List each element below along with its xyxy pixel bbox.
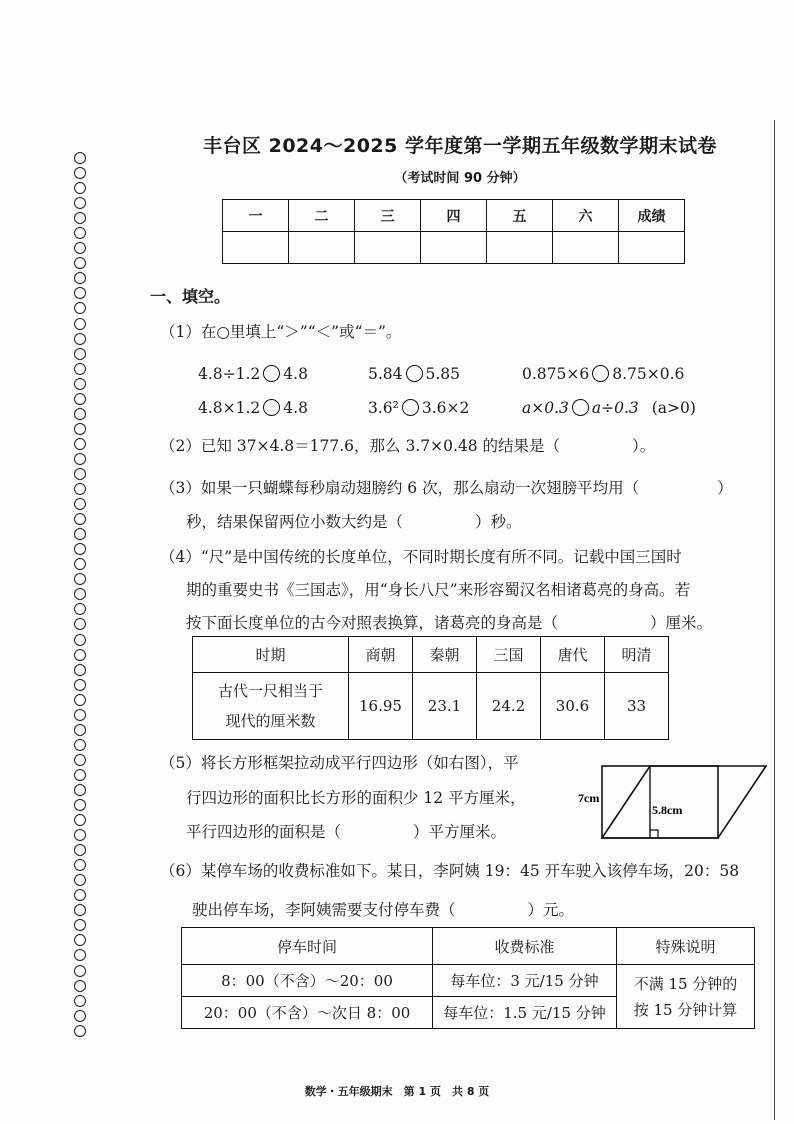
binding-hole	[74, 468, 86, 480]
table-cell: 23.1	[413, 673, 477, 740]
score-header-cell: 一	[223, 200, 289, 232]
table-header-cell: 时期	[193, 637, 349, 673]
binding-hole	[74, 679, 86, 691]
binding-hole	[74, 573, 86, 585]
table-cell: 16.95	[349, 673, 413, 740]
binding-hole	[74, 1025, 86, 1037]
q1-left: 0.875×6	[522, 365, 590, 383]
page-edge-line	[774, 120, 775, 1120]
row-label-line: 现代的厘米数	[225, 712, 316, 730]
binding-hole	[74, 634, 86, 646]
binding-hole	[74, 363, 86, 375]
height-label: 5.8cm	[652, 803, 683, 817]
q1-item	[522, 365, 684, 383]
score-cell[interactable]	[223, 232, 289, 264]
score-header-cell: 成绩	[619, 200, 685, 232]
q6-text: 驶出停车场，李阿姨需要支付停车费（	[192, 901, 456, 919]
q1-left: a×0.3	[522, 399, 569, 417]
table-cell: 30.6	[541, 673, 605, 740]
q5-line2: 行四边形的面积比长方形的面积少 12 平方厘米，	[186, 789, 526, 807]
binding-hole	[74, 408, 86, 420]
q4-line1: （4）“尺”是中国传统的长度单位，不同时期长度有所不同。记载中国三国时	[160, 548, 682, 566]
binding-hole	[74, 874, 86, 886]
q6-line1: （6）某停车场的收费标准如下。某日，李阿姨 19：45 开车驶入该停车场，20：58	[160, 862, 740, 880]
binding-hole	[74, 212, 86, 224]
q2-line	[160, 434, 655, 456]
binding-hole	[74, 859, 86, 871]
binding-hole	[74, 393, 86, 405]
q3-text-end: ）秒。	[475, 513, 522, 531]
q3-text-end: ）	[717, 479, 733, 497]
side-label: 7cm	[578, 791, 600, 805]
page-footer: 数学・五年级期末 第 1 页 共 8 页	[304, 1085, 490, 1098]
binding-hole	[74, 980, 86, 992]
q1-right: 5.85	[425, 365, 461, 383]
binding-hole	[74, 829, 86, 841]
binding-hole	[74, 152, 86, 164]
q1-left: 4.8×1.2	[198, 399, 261, 417]
table-cell: 20：00（不含）～次日 8：00	[182, 997, 433, 1029]
binding-hole	[74, 588, 86, 600]
compare-circle[interactable]	[572, 399, 589, 416]
compare-circle[interactable]	[592, 365, 609, 382]
q2-text: （2）已知 37×4.8＝177.6，那么 3.7×0.48 的结果是（	[160, 437, 561, 455]
compare-circle[interactable]	[406, 365, 423, 382]
binding-hole	[74, 844, 86, 856]
table-cell: 33	[605, 673, 669, 740]
score-cell[interactable]	[289, 232, 355, 264]
binding-hole	[74, 167, 86, 179]
compare-circle[interactable]	[263, 365, 280, 382]
parking-fee-table	[181, 927, 755, 1029]
binding-hole	[74, 318, 86, 330]
q1-item	[368, 399, 469, 417]
binding-hole	[74, 483, 86, 495]
q1-left: 5.84	[368, 365, 403, 383]
binding-hole	[74, 814, 86, 826]
table-row	[182, 965, 755, 997]
score-header-row	[223, 200, 685, 232]
section-heading: 一、填空。	[150, 287, 231, 306]
note-line: 不满 15 分钟的	[633, 974, 738, 993]
q6-text-end: ）元。	[527, 901, 575, 919]
q1-prompt: （1）在○里填上“＞”“＜”或“＝”。	[160, 323, 402, 341]
row-label	[193, 673, 349, 740]
score-cell[interactable]	[553, 232, 619, 264]
q1-item	[368, 365, 460, 383]
table-header-row	[182, 928, 755, 965]
q4-text: 按下面长度单位的古今对照表换算，诸葛亮的身高是（	[186, 614, 559, 632]
table-cell: 24.2	[477, 673, 541, 740]
binding-hole	[74, 182, 86, 194]
score-header-cell: 二	[289, 200, 355, 232]
score-blank-row	[223, 232, 685, 264]
q5-text-end: ）平方厘米。	[413, 823, 507, 841]
binding-hole	[74, 739, 86, 751]
score-table	[222, 199, 685, 264]
table-row	[193, 673, 669, 740]
binding-hole	[74, 649, 86, 661]
binding-hole	[74, 348, 86, 360]
binding-hole	[74, 528, 86, 540]
score-cell[interactable]	[487, 232, 553, 264]
table-header-cell: 收费标准	[433, 928, 617, 965]
binding-hole	[74, 769, 86, 781]
binding-hole	[74, 724, 86, 736]
rectangle-outline	[602, 766, 718, 838]
q4-line2: 期的重要史书《三国志》，用“身长八尺”来形容蜀汉名相诸葛亮的身高。若	[186, 581, 691, 599]
binding-hole	[74, 227, 86, 239]
right-angle-mark	[650, 830, 658, 838]
special-note-cell	[617, 965, 755, 1029]
binding-hole	[74, 784, 86, 796]
compare-circle[interactable]	[402, 399, 419, 416]
binding-holes	[74, 152, 92, 1040]
binding-hole	[74, 618, 86, 630]
binding-hole	[74, 934, 86, 946]
table-header-cell: 唐代	[541, 637, 605, 673]
table-header-row	[193, 637, 669, 673]
q3-text: （3）如果一只蝴蝶每秒扇动翅膀约 6 次，那么扇动一次翅膀平均用（	[160, 479, 640, 497]
binding-hole	[74, 919, 86, 931]
binding-hole	[74, 1010, 86, 1022]
compare-circle[interactable]	[263, 399, 280, 416]
table-header-cell: 三国	[477, 637, 541, 673]
q5-text: 平行四边形的面积是（	[186, 823, 342, 841]
q4-line3	[186, 611, 712, 633]
q1-item	[198, 365, 308, 383]
dynasty-length-table	[192, 636, 669, 740]
table-cell: 每车位：1.5 元/15 分钟	[433, 997, 617, 1029]
binding-hole	[74, 513, 86, 525]
binding-hole	[74, 272, 86, 284]
table-header-cell: 停车时间	[182, 928, 433, 965]
binding-hole	[74, 242, 86, 254]
table-cell: 8：00（不含）～20：00	[182, 965, 433, 997]
binding-hole	[74, 558, 86, 570]
binding-hole	[74, 438, 86, 450]
table-header-cell: 明清	[605, 637, 669, 673]
binding-hole	[74, 543, 86, 555]
score-header-cell: 三	[355, 200, 421, 232]
score-cell[interactable]	[421, 232, 487, 264]
q5-line3	[186, 820, 506, 842]
exam-title: 丰台区 2024～2025 学年度第一学期五年级数学期末试卷	[203, 135, 717, 157]
binding-hole	[74, 257, 86, 269]
binding-hole	[74, 197, 86, 209]
rectangle-parallelogram-figure	[578, 762, 768, 844]
q1-left: 3.6²	[368, 399, 399, 417]
q1-right: 3.6×2	[421, 399, 470, 417]
score-header-cell: 五	[487, 200, 553, 232]
binding-hole	[74, 889, 86, 901]
table-header-cell: 秦朝	[413, 637, 477, 673]
table-cell: 每车位：3 元/15 分钟	[433, 965, 617, 997]
binding-hole	[74, 302, 86, 314]
binding-hole	[74, 799, 86, 811]
q1-item	[522, 399, 696, 417]
score-header-cell: 四	[421, 200, 487, 232]
binding-hole	[74, 965, 86, 977]
score-header-cell: 六	[553, 200, 619, 232]
binding-hole	[74, 498, 86, 510]
binding-hole	[74, 949, 86, 961]
q1-note: (a>0)	[651, 399, 696, 417]
binding-hole	[74, 694, 86, 706]
binding-hole	[74, 423, 86, 435]
exam-duration: （考试时间 90 分钟）	[394, 171, 526, 186]
note-line: 按 15 分钟计算	[633, 1000, 738, 1019]
q1-right: 4.8	[283, 365, 308, 383]
score-cell[interactable]	[355, 232, 421, 264]
q1-right: 4.8	[283, 399, 308, 417]
binding-hole	[74, 453, 86, 465]
q5-line1: （5）将长方形框架拉动成平行四边形（如右图），平	[160, 754, 519, 772]
binding-hole	[74, 709, 86, 721]
q3-line2	[186, 510, 522, 532]
row-label-line: 古代一尺相当于	[217, 682, 323, 700]
score-cell[interactable]	[619, 232, 685, 264]
table-header-cell: 特殊说明	[617, 928, 755, 965]
binding-hole	[74, 287, 86, 299]
binding-hole	[74, 333, 86, 345]
q1-left: 4.8÷1.2	[198, 365, 261, 383]
q1-right: a÷0.3	[591, 399, 639, 417]
binding-hole	[74, 754, 86, 766]
q1-right: 8.75×0.6	[612, 365, 685, 383]
q2-text-end: ）。	[632, 437, 656, 455]
q6-line2	[192, 898, 574, 920]
table-header-cell: 商朝	[349, 637, 413, 673]
binding-hole	[74, 664, 86, 676]
q3-line1	[160, 476, 733, 498]
q4-text-end: ）厘米。	[650, 614, 713, 632]
parallelogram-outline	[602, 766, 766, 838]
binding-hole	[74, 995, 86, 1007]
binding-hole	[74, 378, 86, 390]
binding-hole	[74, 904, 86, 916]
binding-hole	[74, 603, 86, 615]
q3-text: 秒，结果保留两位小数大约是（	[186, 513, 404, 531]
q1-item	[198, 399, 308, 417]
